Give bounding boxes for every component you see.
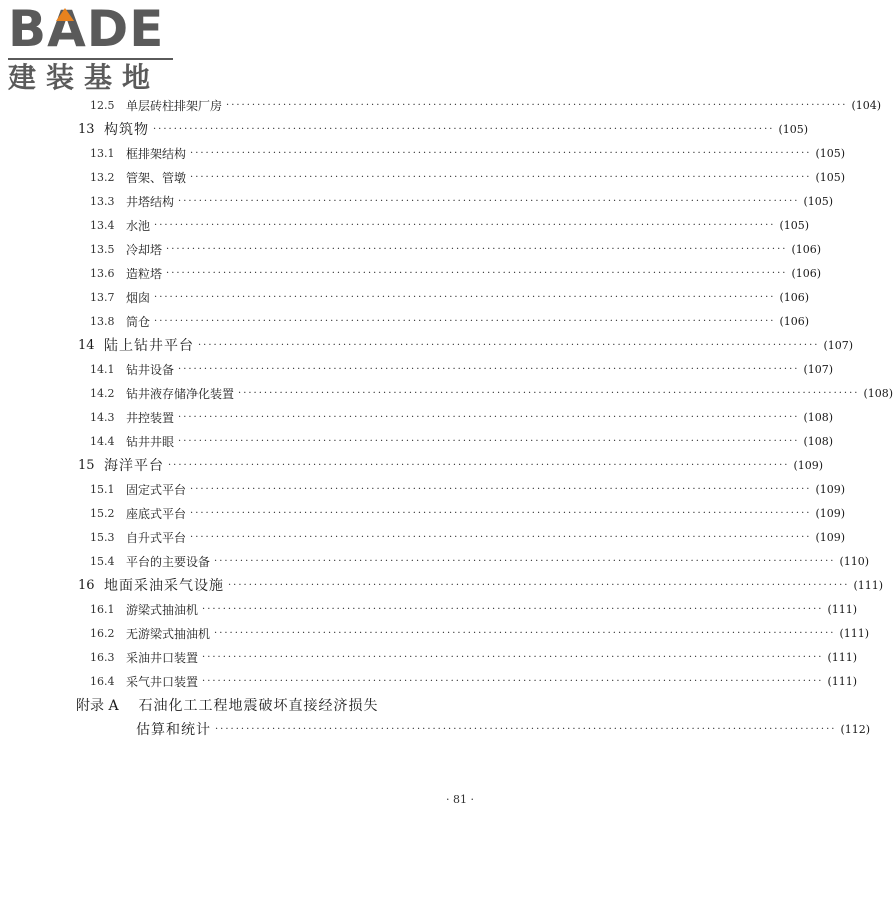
appendix-title-line2: 估算和统计 — [136, 722, 211, 738]
leader-dots: ························································································································ — [153, 123, 775, 135]
leader-dots: ························································································································ — [166, 267, 788, 279]
toc-section-row[interactable] — [0, 430, 834, 452]
toc-title: 自升式平台 — [126, 530, 187, 545]
toc-chapter-row[interactable] — [0, 454, 824, 476]
toc-section-row[interactable] — [0, 622, 870, 644]
appendix-label: 附录 A — [76, 698, 119, 714]
toc-number: 13 — [78, 121, 95, 137]
toc-page-number: (108) — [803, 410, 834, 424]
toc-section-row[interactable] — [0, 238, 822, 260]
toc-number: 13.1 — [90, 146, 115, 160]
toc-title: 钻井设备 — [126, 362, 175, 377]
toc-section-row[interactable] — [0, 94, 882, 116]
toc-page-number: (107) — [823, 338, 854, 352]
toc-number: 15.2 — [90, 506, 115, 520]
toc-section-row[interactable] — [0, 526, 846, 548]
leader-dots: ························································································································ — [238, 387, 860, 399]
toc-page-number: (105) — [778, 122, 809, 136]
toc-title: 水池 — [126, 218, 151, 233]
toc-title: 冷却塔 — [126, 242, 163, 257]
leader-dots: ························································································································ — [178, 195, 800, 207]
leader-dots: ························································································································ — [226, 99, 848, 111]
toc-page-number: (105) — [803, 194, 834, 208]
leader-dots: ························································································································ — [190, 507, 812, 519]
toc-number: 16 — [78, 577, 95, 593]
toc-title: 钻井井眼 — [126, 434, 175, 449]
toc-appendix-row-continued[interactable] — [0, 718, 871, 740]
toc-number: 14.4 — [90, 434, 115, 448]
leader-dots: ························································································································ — [214, 627, 836, 639]
toc-number: 16.1 — [90, 602, 115, 616]
leader-dots: ························································································································ — [168, 459, 790, 471]
toc-title: 造粒塔 — [126, 266, 163, 281]
toc-section-row[interactable] — [0, 406, 834, 428]
leader-dots: ························································································································ — [215, 723, 837, 735]
leader-dots: ························································································································ — [190, 171, 812, 183]
toc-number: 13.4 — [90, 218, 115, 232]
logo-divider — [8, 58, 173, 60]
toc-title: 地面采油采气设施 — [104, 578, 224, 594]
leader-dots: ························································································································ — [178, 363, 800, 375]
toc-page-number: (111) — [839, 626, 870, 640]
toc-section-row[interactable] — [0, 358, 834, 380]
toc-page-number: (106) — [791, 242, 822, 256]
leader-dots: ························································································································ — [190, 147, 812, 159]
toc-page-number: (106) — [791, 266, 822, 280]
toc-section-row[interactable] — [0, 382, 893, 404]
toc-appendix-row[interactable] — [0, 694, 600, 716]
toc-section-row[interactable] — [0, 214, 810, 236]
toc-number: 14.1 — [90, 362, 115, 376]
toc-section-row[interactable] — [0, 190, 834, 212]
toc-title: 采气井口装置 — [126, 674, 199, 689]
leader-dots: ························································································································ — [198, 339, 820, 351]
toc-page-number: (109) — [793, 458, 824, 472]
toc-page-number: (104) — [851, 98, 882, 112]
toc-number: 13.3 — [90, 194, 115, 208]
toc-page-number: (109) — [815, 506, 846, 520]
toc-section-row[interactable] — [0, 502, 846, 524]
toc-chapter-row[interactable] — [0, 574, 884, 596]
toc-page-number: (106) — [779, 290, 810, 304]
leader-dots: ························································································································ — [190, 531, 812, 543]
leader-dots: ························································································································ — [202, 675, 824, 687]
toc-title: 框排架结构 — [126, 146, 187, 161]
logo-subtitle: 建装基地 — [8, 61, 161, 94]
appendix-title-line1: 石油化工工程地震破坏直接经济损失 — [138, 698, 379, 714]
toc-number: 15.1 — [90, 482, 115, 496]
toc-title: 平台的主要设备 — [126, 554, 211, 569]
leader-dots: ························································································································ — [190, 483, 812, 495]
toc-number: 14.2 — [90, 386, 115, 400]
leader-dots: ························································································································ — [154, 219, 776, 231]
toc-title: 钻井液存储净化装置 — [126, 386, 235, 401]
leader-dots: ························································································································ — [178, 435, 800, 447]
toc-number: 16.2 — [90, 626, 115, 640]
toc-section-row[interactable] — [0, 670, 858, 692]
logo-wordmark: BADE — [8, 0, 165, 58]
toc-page-number: (111) — [827, 674, 858, 688]
toc-section-row[interactable] — [0, 478, 846, 500]
toc-number: 13.6 — [90, 266, 115, 280]
appendix-page: (112) — [840, 722, 871, 736]
toc-number: 13.7 — [90, 290, 115, 304]
bade-logo — [8, 0, 178, 94]
toc-section-row[interactable] — [0, 646, 858, 668]
toc-page-number: (107) — [803, 362, 834, 376]
toc-title: 构筑物 — [104, 122, 149, 138]
leader-dots: ························································································································ — [178, 411, 800, 423]
toc-number: 13.5 — [90, 242, 115, 256]
toc-number: 13.2 — [90, 170, 115, 184]
toc-chapter-row[interactable] — [0, 334, 854, 356]
toc-section-row[interactable] — [0, 598, 858, 620]
toc-page-number: (105) — [815, 146, 846, 160]
toc-title: 烟囱 — [126, 290, 151, 305]
toc-title: 管架、管墩 — [126, 170, 187, 185]
toc-title: 单层砖柱排架厂房 — [126, 98, 223, 113]
logo-accent-triangle — [56, 8, 74, 21]
toc-number: 15.3 — [90, 530, 115, 544]
toc-section-row[interactable] — [0, 142, 846, 164]
toc-number: 14.3 — [90, 410, 115, 424]
toc-title: 井控装置 — [126, 410, 175, 425]
toc-page-number: (111) — [827, 602, 858, 616]
toc-page-number: (111) — [827, 650, 858, 664]
toc-page-number: (109) — [815, 530, 846, 544]
leader-dots: ························································································································ — [154, 315, 776, 327]
leader-dots: ························································································································ — [154, 291, 776, 303]
leader-dots: ························································································································ — [228, 579, 850, 591]
toc-page-number: (105) — [815, 170, 846, 184]
toc-number: 15.4 — [90, 554, 115, 568]
leader-dots: ························································································································ — [202, 603, 824, 615]
toc-page-number: (111) — [853, 578, 884, 592]
toc-title: 游梁式抽油机 — [126, 602, 199, 617]
leader-dots: ························································································································ — [214, 555, 836, 567]
toc-section-row[interactable] — [0, 166, 846, 188]
toc-section-row[interactable] — [0, 310, 810, 332]
toc-title: 固定式平台 — [126, 482, 187, 497]
toc-section-row[interactable] — [0, 286, 810, 308]
toc-chapter-row[interactable] — [0, 118, 809, 140]
toc-page-number: (110) — [839, 554, 870, 568]
toc-number: 13.8 — [90, 314, 115, 328]
toc-title: 无游梁式抽油机 — [126, 626, 211, 641]
toc-title: 陆上钻井平台 — [104, 338, 194, 354]
page-number: · 81 · — [446, 793, 474, 806]
toc-page-number: (108) — [803, 434, 834, 448]
toc-title: 海洋平台 — [104, 458, 164, 474]
toc-title: 座底式平台 — [126, 506, 187, 521]
leader-dots: ························································································································ — [202, 651, 824, 663]
toc-section-row[interactable] — [0, 262, 822, 284]
toc-page-number: (106) — [779, 314, 810, 328]
toc-number: 12.5 — [90, 98, 115, 112]
toc-title: 采油井口装置 — [126, 650, 199, 665]
toc-number: 16.4 — [90, 674, 115, 688]
toc-section-row[interactable] — [0, 550, 870, 572]
toc-number: 14 — [78, 337, 95, 353]
toc-page-number: (108) — [863, 386, 893, 400]
toc-page-number: (109) — [815, 482, 846, 496]
toc-title: 筒仓 — [126, 314, 151, 329]
toc-number: 16.3 — [90, 650, 115, 664]
toc-number: 15 — [78, 457, 95, 473]
leader-dots: ························································································································ — [166, 243, 788, 255]
toc-page-number: (105) — [779, 218, 810, 232]
toc-title: 井塔结构 — [126, 194, 175, 209]
